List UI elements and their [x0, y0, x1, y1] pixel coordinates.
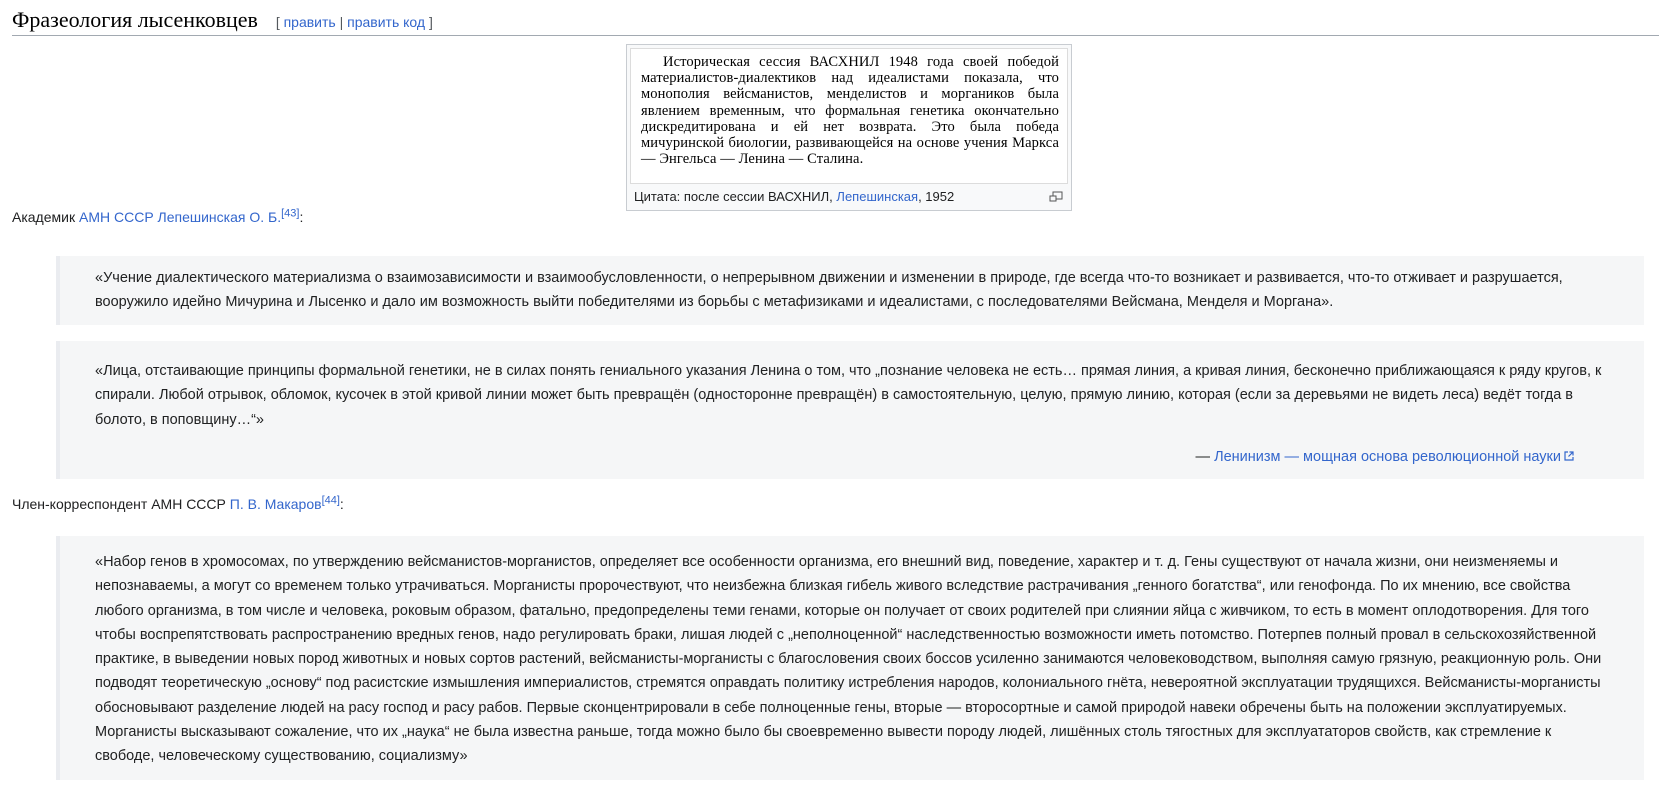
- section-heading: [12, 6, 1659, 36]
- caption-link[interactable]: Лепешинская: [836, 189, 919, 204]
- caption-suffix: , 1952: [918, 189, 955, 204]
- makarov-link[interactable]: П. В. Макаров: [229, 496, 322, 512]
- caption-prefix: Цитата: после сессии ВАСХНИЛ,: [634, 189, 833, 204]
- magnify-icon[interactable]: [1049, 191, 1063, 203]
- edit-link[interactable]: править: [283, 14, 336, 30]
- blockquote-1: [56, 256, 1644, 325]
- external-link-icon: [1564, 451, 1574, 461]
- edit-bracket-close: ]: [428, 14, 433, 30]
- blockquote-3: [56, 536, 1644, 780]
- para2-suffix: :: [339, 496, 344, 512]
- edit-code-link[interactable]: править код: [347, 14, 426, 30]
- para1-suffix: :: [299, 209, 304, 225]
- quote-3-text: «Набор генов в хромосомах, по утверждению вейсманистов-морганистов, определяет все особенности организма, его внешний вид, поведение, характер и т. д. Гены существуют от начала жизни, они неизменяемы и непознаваемы, а могут со временем только утрачиваться. Морганисты пророчествуют, что неизбежна близкая гибель живого вследствие растрачивания „генного богатства“, или генофонда. По их мнению, все свойства любого организма, в том числе и человека, роковым образом, фатально, предопределены теми генами, которые он получает от своих родителей при слиянии яйца с живчиком, то есть в момент оплодотворения. Для того чтобы воспрепятствовать распространению вредных генов, надо регулировать браки, лишая людей с „неполноценной“ наследственностью возможности иметь потомство. Потерпев полный провал в сельскохозяйственной практике, в выведении новых пород животных и новых сортов растений, вейсманисты-морганисты с благословения своих боссов усиленно занимаются человеководством, выполняя самую грязную, реакционную роль. Они подводят теоретическую „основу“ под расистские измышления империалистов, стремятся оправдать политику истребления народов, колониального гнёта, невероятной эксплуатации трудящихся. Вейсманисты-морганисты обосновывают разделение людей на расу господ и расу рабов. Первые сконцентрировали в себе полноценные гены, вторые — второсортные и самой природой навеки обречены быть на положении эксплуатируемых. Морганисты высказывают сожаление, что их „наука“ не была известна раньше, тогда можно было бы своевременно вывести породу людей, лишённых столь тягостных для эксплуататоров свойств, как стремление к свободе, человеческому существованию, социализму»: [95, 554, 1602, 765]
- intro-paragraph-2: [12, 494, 344, 514]
- edit-section-links: [276, 14, 433, 30]
- quote-1-text: «Учение диалектического материализма о взаимозависимости и взаимообусловленности, о непрерывном движении и изменении в природе, где всегда что-то возникает и развивается, что-то отживает и разрушается, вооружило идейно Мичурина и Лысенко и дало им возможность выйти победителями из борьбы с метафизиками и идеалистами, с последователями Вейсмана, Менделя и Моргана».: [95, 270, 1563, 311]
- edit-bracket-open: [: [275, 14, 280, 30]
- cite-dash: —: [1195, 449, 1211, 465]
- blockquote-2: [56, 341, 1644, 479]
- reference-44[interactable]: [44]: [321, 494, 340, 507]
- scan-text: Историческая сессия ВАСХНИЛ 1948 года своей победой материалистов-диалектиков над идеалистами показала, что монополия вейсманистов, менделистов и моргаников была явлением временным, что формальная генетика окончательно дискредитирована и ей нет возврата. Это была победа мичуринской биологии, развивающейся на основе учения Маркса — Энгельса — Ленина — Сталина.: [641, 54, 1059, 168]
- intro-paragraph-1: [12, 207, 303, 227]
- figure-caption: [634, 188, 954, 206]
- para2-prefix: Член-корреспондент АМН СССР: [12, 496, 226, 512]
- edit-separator: |: [339, 14, 344, 30]
- lepeshinskaya-link[interactable]: АМН СССР Лепешинская О. Б.: [78, 209, 282, 225]
- figure-thumbnail: [626, 44, 1072, 211]
- leninism-link[interactable]: Ленинизм — мощная основа революционной науки: [1214, 449, 1561, 465]
- reference-43[interactable]: [43]: [281, 207, 300, 220]
- quote-2-text: «Лица, отстаивающие принципы формальной генетики, не в силах понять гениального указания Ленина о том, что „познание человека не есть… прямая линия, а кривая линия, бесконечно приближающаяся к ряду кругов, к спирали. Любой отрывок, обломок, кусочек в этой кривой линии может быть превращён (односторонне превращён) в самостоятельную, целую, прямую линию, которая (если за деревьями не видеть леса) ведёт тогда в болото, в поповщину…“»: [95, 363, 1602, 428]
- quote-2-citation: [1196, 447, 1574, 467]
- para1-prefix: Академик: [12, 209, 76, 225]
- scan-image[interactable]: [630, 48, 1068, 184]
- section-title: Фразеология лысенковцев: [12, 7, 258, 32]
